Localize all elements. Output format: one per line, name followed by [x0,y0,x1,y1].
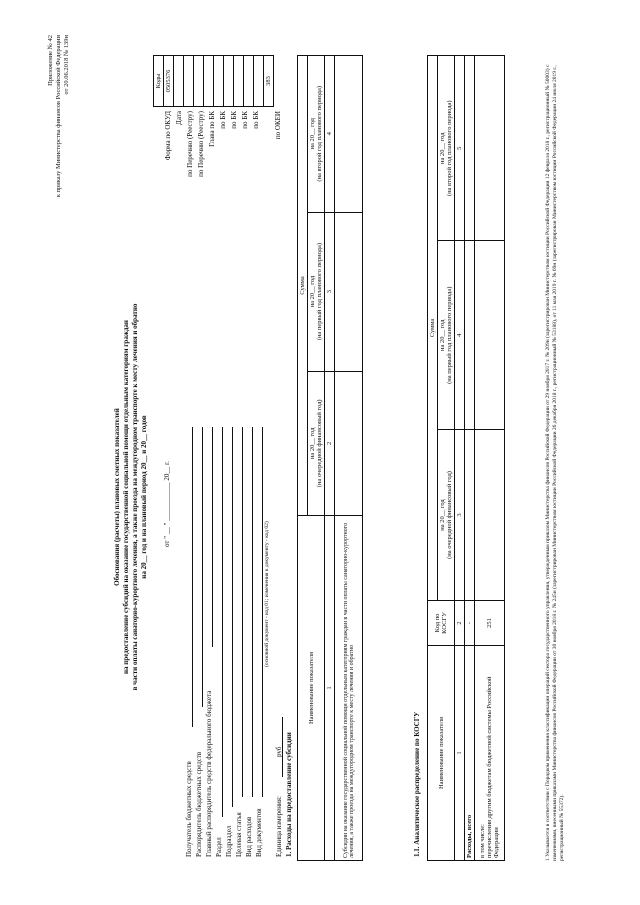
order-line-2: от 20.06.2018 № 139н [63,35,70,95]
table-section1 [297,55,363,861]
bk-label-3: по БК [241,111,249,129]
perechen-label-1: по Перечню (Реестру) [186,111,194,177]
title-line-4: на 20__ год и на плановый период 20__ и 20__ годов [140,415,148,579]
date-label: Дата [175,111,183,125]
footnote: 1 Указывается в соответствии с Порядком применения классификации операций сектора государственного управления, утвержденным приказом Министерства финансов Российской Федерации от 29 ноября 2017 г. № 209н (зарегистрирован Министерством юстиции Российской Федерации 12 февраля 2018 г., регистрационный № 50003) с изменениями, внесенными приказами Министерства финансов Российской Федерации от 30 ноября 2018 г. № 245н (зарегистрирован Министерством юстиции Российской Федерации 26 декабря 2018 г., регистрационный № 53188), от 11 мая 2019 г. № 69н (зарегистрирован Министерством юстиции Российской Федерации 24 июля 2019 г., регистрационный № 55372). [545,64,565,861]
t1-num-1: 1 [325,516,335,861]
t1-num-4: 4 [325,56,335,213]
document-page [25,27,615,877]
codes-header: Коды [154,56,164,107]
field-line [192,427,193,727]
okud-label: Форма по ОКУД [164,111,172,161]
field-line [222,427,223,817]
field-main-distributor: Главный распорядитель средств федерального бюджета [205,690,213,857]
field-subsection: Подраздел [225,825,233,857]
field-line [242,427,243,797]
unit-value: руб [275,746,283,757]
bk-label-2: по БК [230,111,238,129]
t2-row-total: Расходы, всего [465,646,475,861]
t2-num-1: 1 [455,646,465,861]
t2-col-sum: Сумма [428,56,438,601]
unit-label: Единица измерения: [275,796,283,857]
t2-col-code: Код по КОСГУ [428,601,455,646]
t2-num-5: 5 [455,56,465,242]
table-section11 [427,55,505,861]
perechen-code-1 [184,56,194,107]
t2-col-y2: на 20__ год (на первый год планового периода) [438,241,455,429]
t2-num-4: 4 [455,241,465,429]
t1-col-y1: на 20__ год (на очередной финансовый год) [308,371,325,515]
t1-cell [335,56,363,213]
field-expense-type: Вид расходов [245,816,253,857]
bk-code-1 [214,56,224,107]
perechen-label-2: по Перечню (Реестру) [197,111,205,177]
t1-col-name: Наименование показателя [298,516,325,861]
section1-title: 1. Расходы на предоставление субсидии [285,732,293,857]
title-line-3: в части оплаты санаторно-курортного лечения, а также проезда на междугородном транспорте к месту лечения и обратно [131,303,139,691]
t2-cell [475,241,505,429]
okei-code: 383 [264,56,274,107]
bk-label-1: по БК [219,111,227,129]
order-line-1: к приказу Министерства финансов Российской Федерации [55,35,62,198]
okud-code: 0505376 [164,56,174,107]
t1-cell [335,212,363,371]
field-target-article: Целевая статья [235,812,243,857]
t1-col-sum: Сумма [298,56,308,516]
t2-transfer-code: 251 [475,601,505,646]
blank-code [254,56,264,107]
t2-cell [465,56,475,242]
t2-col-name: Наименование показателя [428,646,455,861]
t2-col-y1: на 20__ год (на очередной финансовый год) [438,429,455,600]
glava-label: Глава по БК [208,111,216,147]
document-title [113,287,149,707]
t2-cell [465,241,475,429]
t2-total-code: - [465,601,475,646]
t1-row-subsidy: Субсидии на оказание государственной социальной помощи отдельным категориям граждан в части оплаты санаторно-курортного лечения, а также проезда на междугородном транспорте к месту лечения и обратно [335,516,363,861]
bk-code-2 [224,56,234,107]
field-distributor: Распорядитель бюджетных средств [195,751,203,857]
t1-cell [335,371,363,515]
t2-cell [475,56,505,242]
glava-code [204,56,214,107]
t2-num-2: 2 [455,601,465,646]
t1-col-y2: на 20__ год (на первый год планового периода) [308,212,325,371]
date-line: от " __ " ___________ 20__ г. [163,460,171,547]
t2-num-3: 3 [455,429,465,600]
t1-col-y3: на 20__ год (на второй год планового периода) [308,56,325,213]
title-line-2: на предоставление субсидий на оказание государственной социальной помощи отдельным категориям граждан [122,320,130,674]
codes-table [153,55,274,107]
t1-num-2: 2 [325,371,335,515]
t2-col-y3: на 20__ год (на второй год планового периода) [438,56,455,242]
date-code [174,56,184,107]
field-line [202,427,203,707]
bk-code-4 [244,56,254,107]
field-line [262,427,263,797]
bk-code-3 [234,56,244,107]
field-line [212,427,213,647]
field-line [232,427,233,807]
appendix-header [47,35,71,197]
field-line [252,427,253,797]
field-doc-type: Вид документов [255,808,263,857]
t1-num-3: 3 [325,212,335,371]
bk-label-4: по БК [252,111,260,129]
appendix-number: Приложение № 42 [47,35,54,86]
unit-line [282,717,283,777]
field-recipient: Получатель бюджетных средств [185,761,193,857]
section11-title: 1.1. Аналитическое распределение по КОСГУ [413,711,421,857]
t2-cell [475,429,505,600]
okei-label: по ОКЕИ [274,111,282,140]
t2-cell [465,429,475,600]
field-section: Раздел [215,837,223,857]
title-line-1: Обоснования (расчеты) плановых сметных показателей [113,408,121,586]
t2-row-transfer: в том числе: перечисления другим бюджетам бюджетной системы Российской Федерации [475,646,505,861]
perechen-code-2 [194,56,204,107]
doc-hint: (основной документ - код 01; изменения к документу - код 02) [264,521,270,667]
